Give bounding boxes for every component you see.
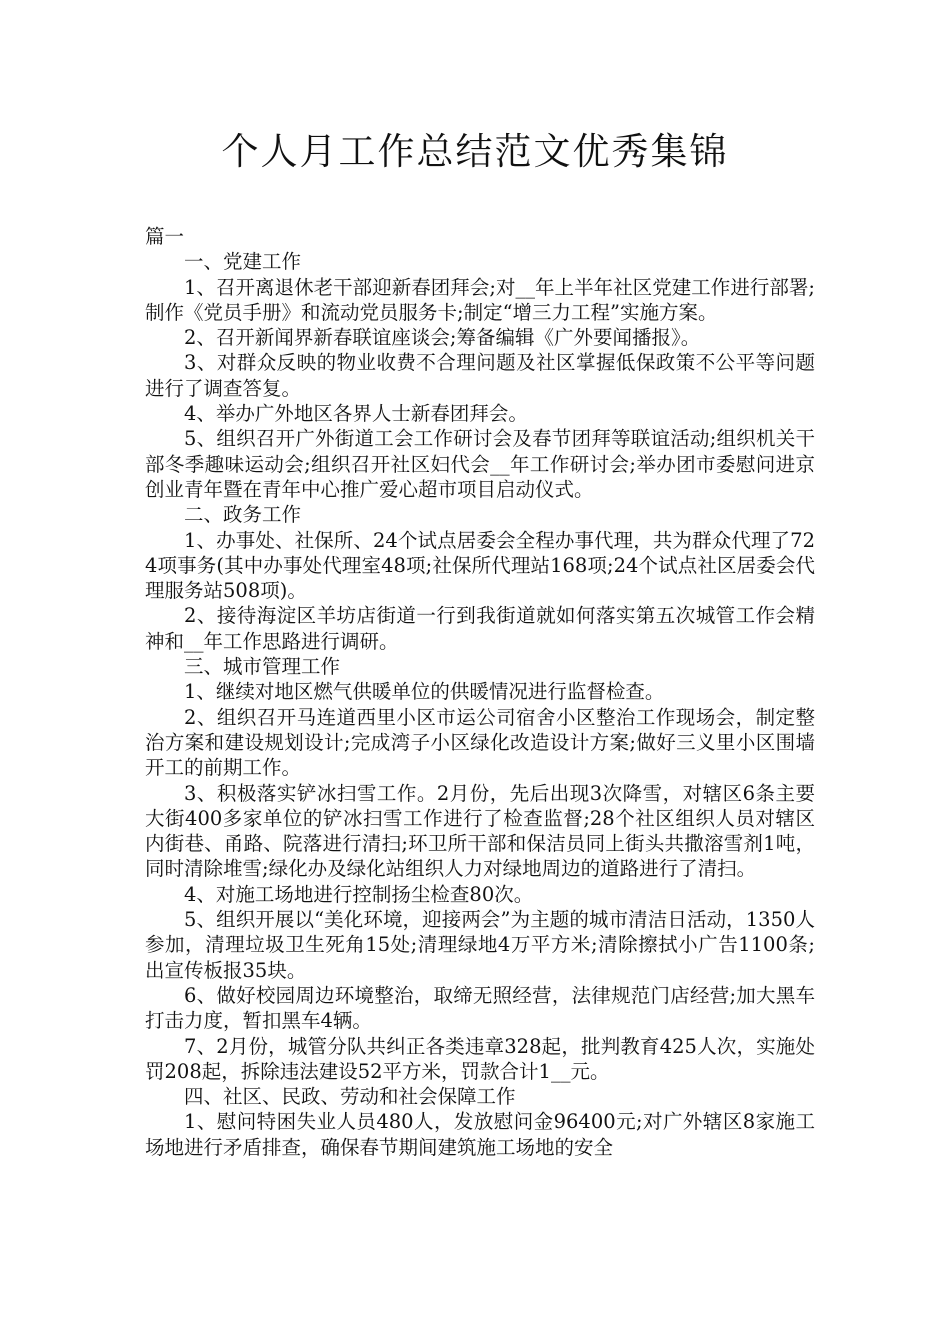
paragraph: 2、召开新闻界新春联谊座谈会;筹备编辑《广外要闻播报》。 <box>184 326 701 350</box>
paragraph: 3、对群众反映的物业收费不合理问题及社区掌握低保政策不公平等问题进行了调查答复。 <box>145 351 815 400</box>
paragraph: 4、对施工场地进行控制扬尘检查80次。 <box>184 882 534 906</box>
paragraph: 4、举办广外地区各界人士新春团拜会。 <box>184 402 528 426</box>
document-body <box>145 224 815 1160</box>
paragraph: 1、办事处、社保所、24个试点居委会全程办事代理，共为群众代理了724项事务(其中办事处代理室48项;社保所代理站168项;24个试点社区居委会代理服务站508项)。 <box>145 528 815 603</box>
paragraph: 5、组织召开广外街道工会工作研讨会及春节团拜等联谊活动;组织机关干部冬季趣味运动会;组织召开社区妇代会__年工作研讨会;举办团市委慰问进京创业青年暨在青年中心推广爱心超市项目启动仪式。 <box>145 427 815 501</box>
paragraph: 2、接待海淀区羊坊店街道一行到我街道就如何落实第五次城管工作会精神和__年工作思路进行调研。 <box>145 604 815 653</box>
section-heading: 三、城市管理工作 <box>184 655 341 679</box>
section-heading: 四、社区、民政、劳动和社会保障工作 <box>184 1085 516 1109</box>
paragraph: 6、做好校园周边环境整治，取缔无照经营，法律规范门店经营;加大黑车打击力度，暂扣黑车4辆。 <box>145 983 815 1033</box>
section-heading: 二、政务工作 <box>184 503 302 527</box>
document-title: 个人月工作总结范文优秀集锦 <box>221 130 729 173</box>
section-label: 篇一 <box>145 225 185 248</box>
paragraph: 1、继续对地区燃气供暖单位的供暖情况进行监督检查。 <box>184 680 665 704</box>
paragraph: 1、召开离退休老干部迎新春团拜会;对__年上半年社区党建工作进行部署;制作《党员手册》和流动党员服务卡;制定“增三力工程”实施方案。 <box>145 275 815 324</box>
section-heading: 一、党建工作 <box>184 250 302 274</box>
paragraph: 2、组织召开马连道西里小区市运公司宿舍小区整治工作现场会，制定整治方案和建设规划设计;完成湾子小区绿化改造设计方案;做好三义里小区围墙开工的前期工作。 <box>145 705 815 780</box>
paragraph: 3、积极落实铲冰扫雪工作。2月份，先后出现3次降雪，对辖区6条主要大街400多家单位的铲冰扫雪工作进行了检查监督;28个社区组织人员对辖区内街巷、甬路、院落进行清扫;环卫所干部和保洁员同上街头共撒溶雪剂1吨，同时清除堆雪;绿化办及绿化站组织人力对绿地周边的道路进行了清扫。 <box>145 781 815 881</box>
paragraph: 5、组织开展以“美化环境，迎接两会”为主题的城市清洁日活动，1350人参加，清理垃圾卫生死角15处;清理绿地4万平方米;清除擦拭小广告1100条;出宣传板报35块。 <box>145 908 815 982</box>
paragraph: 7、2月份，城管分队共纠正各类违章328起，批判教育425人次，实施处罚208起，拆除违法建设52平方米，罚款合计1__元。 <box>145 1034 815 1083</box>
paragraph: 1、慰问特困失业人员480人，发放慰问金96400元;对广外辖区8家施工场地进行矛盾排查，确保春节期间建筑施工场地的安全 <box>145 1110 815 1159</box>
